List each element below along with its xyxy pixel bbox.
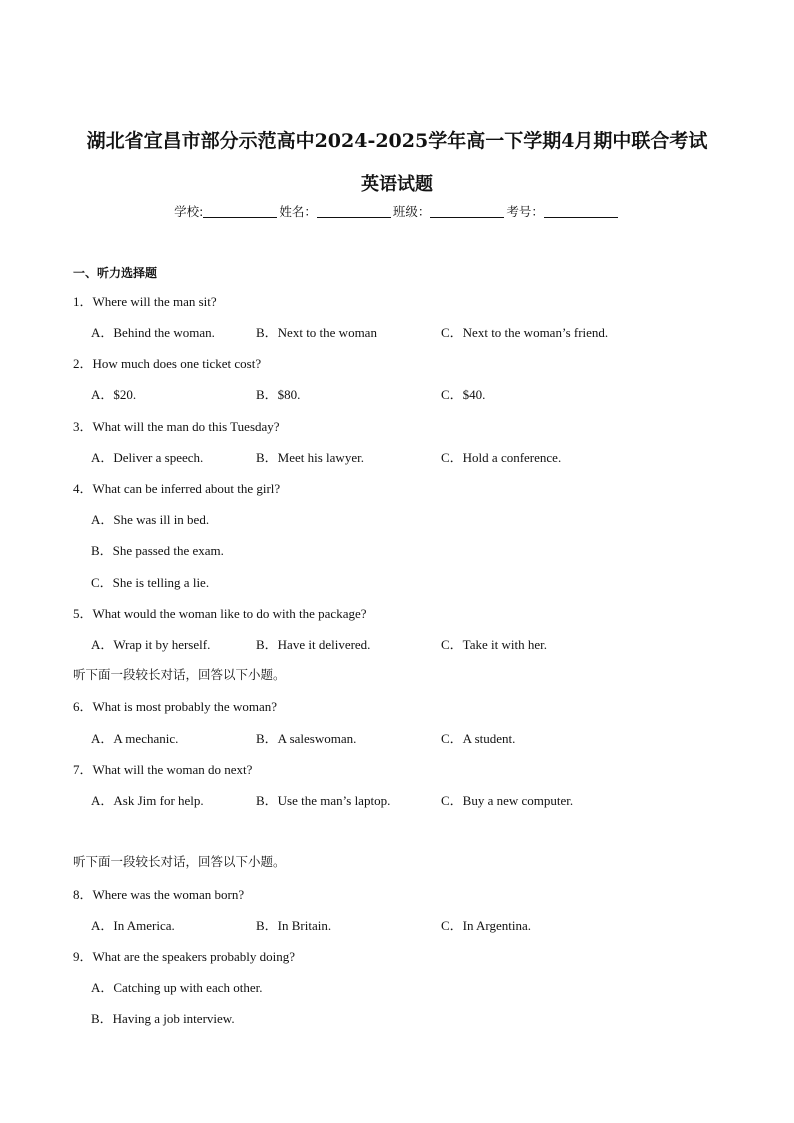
question-stem: 5．What would the woman like to do with the package? [73, 606, 367, 621]
school-blank[interactable] [203, 205, 277, 218]
instruction-text: 听下面一段较长对话，回答以下小题。 [73, 854, 286, 869]
option-c: C．Take it with her. [441, 637, 547, 652]
option-c: C．In Argentina. [441, 918, 532, 933]
question-stem: 6．What is most probably the woman? [73, 699, 277, 714]
option-b: B．She passed the exam. [91, 543, 224, 558]
number-label: 考号： [506, 204, 544, 219]
school-label: 学校: [174, 204, 204, 219]
option-b: B．Meet his lawyer. [256, 450, 364, 465]
section-title: 一、听力选择题 [73, 266, 158, 280]
question-stem: 4．What can be inferred about the girl? [73, 481, 281, 496]
option-c: C．She is telling a lie. [91, 575, 210, 590]
question-stem: 2．How much does one ticket cost? [73, 356, 262, 371]
option-a: A．Catching up with each other. [91, 980, 263, 995]
option-a: A．She was ill in bed. [91, 512, 210, 527]
question-stem: 8．Where was the woman born? [73, 887, 245, 902]
option-b: B．Next to the woman [256, 325, 377, 340]
option-a: A．Deliver a speech. [91, 450, 204, 465]
exam-title: 湖北省宜昌市部分示范高中2024-2025学年高一下学期4月期中联合考试 [86, 130, 708, 152]
class-label: 班级： [392, 204, 431, 219]
option-b: B．$80. [256, 387, 301, 402]
option-c: C．Buy a new computer. [441, 793, 574, 808]
option-b: B．Have it delivered. [256, 637, 371, 652]
option-a: A．Ask Jim for help. [91, 793, 204, 808]
student-info-line [0, 202, 794, 220]
instruction-text: 听下面一段较长对话，回答以下小题。 [73, 667, 286, 682]
name-blank[interactable] [317, 205, 391, 218]
option-c: C．Next to the woman’s friend. [441, 325, 609, 340]
option-b: B．A saleswoman. [256, 731, 357, 746]
option-b: B．In Britain. [256, 918, 332, 933]
option-b: B．Having a job interview. [91, 1011, 235, 1026]
option-a: A．$20. [91, 387, 137, 402]
exam-subtitle: 英语试题 [361, 174, 433, 195]
option-a: A．Behind the woman. [91, 325, 215, 340]
option-a: A．Wrap it by herself. [91, 637, 211, 652]
question-stem: 1．Where will the man sit? [73, 294, 217, 309]
option-c: C．A student. [441, 731, 516, 746]
question-stem: 3．What will the man do this Tuesday? [73, 419, 280, 434]
option-a: A．A mechanic. [91, 731, 179, 746]
question-stem: 9．What are the speakers probably doing? [73, 949, 296, 964]
class-blank[interactable] [430, 205, 504, 218]
number-blank[interactable] [544, 205, 618, 218]
name-label: 姓名： [279, 204, 317, 219]
option-b: B．Use the man’s laptop. [256, 793, 391, 808]
option-a: A．In America. [91, 918, 175, 933]
question-stem: 7．What will the woman do next? [73, 762, 253, 777]
option-c: C．Hold a conference. [441, 450, 562, 465]
option-c: C．$40. [441, 387, 486, 402]
